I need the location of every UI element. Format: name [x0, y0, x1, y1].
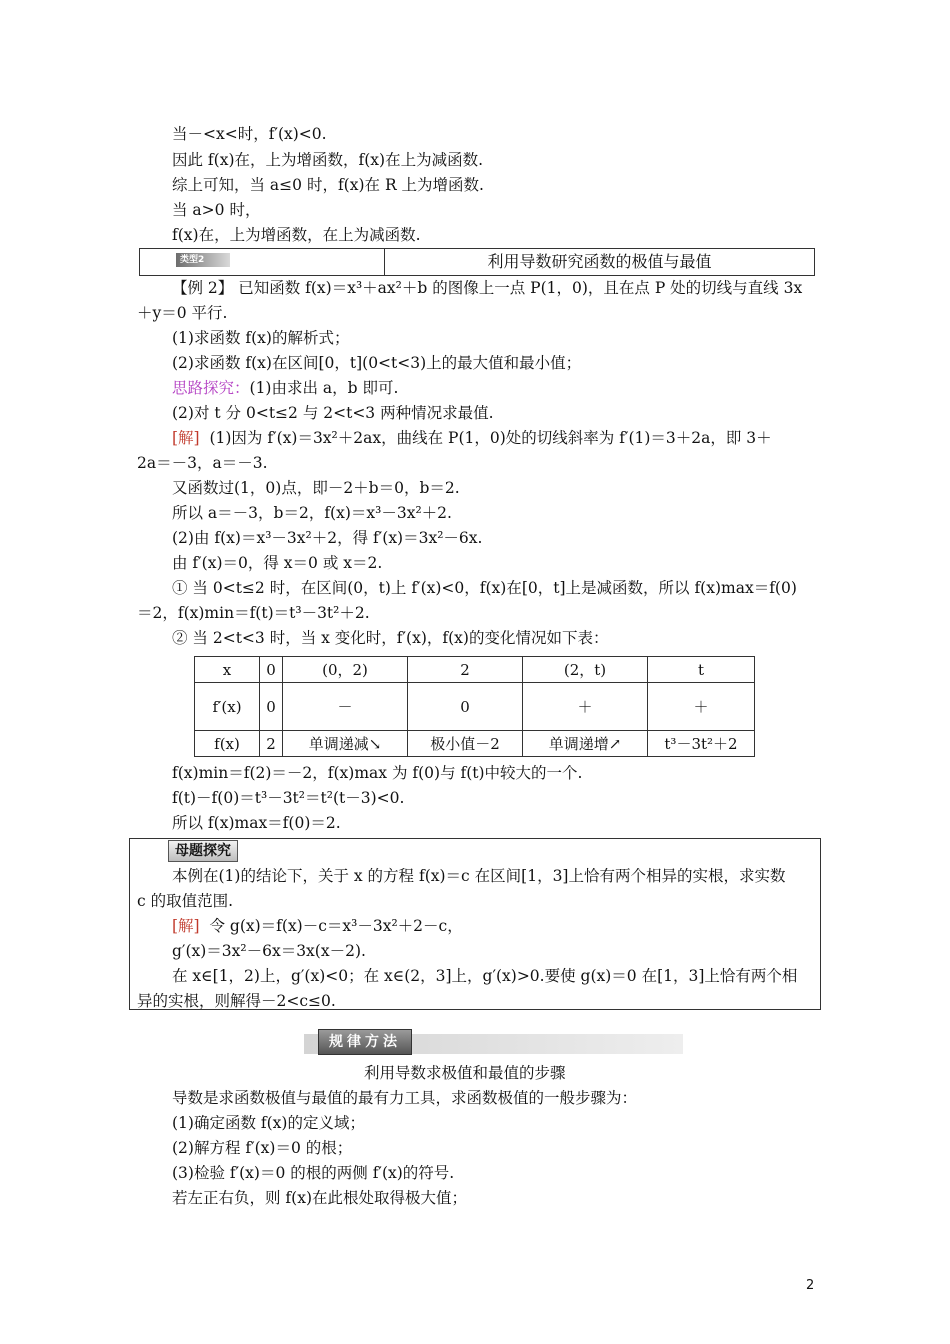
- question-1: (1)求函数 f(x)的解析式；: [172, 329, 350, 347]
- hint-line: [172, 378, 398, 398]
- table-cell: 0: [260, 683, 283, 731]
- conclusion-line: f(t)－f(0)＝t³－3t²＝t²(t－3)<0.: [172, 789, 405, 807]
- table-row: [195, 731, 755, 757]
- rule-title: 利用导数求极值和最值的步骤: [364, 1064, 566, 1082]
- table-cell: 0: [408, 683, 523, 731]
- table-cell: 极小值－2: [408, 731, 523, 757]
- rule-line: (3)检验 f′(x)＝0 的根的两侧 f′(x)的符号.: [172, 1164, 455, 1182]
- solution-line: [172, 428, 772, 448]
- section-type-bar: [139, 248, 815, 276]
- page-number: 2: [806, 1278, 815, 1293]
- rule-line: (2)解方程 f′(x)＝0 的根；: [172, 1139, 353, 1157]
- table-cell: t³－3t²＋2: [648, 731, 755, 757]
- table-cell: (2，t): [523, 657, 648, 683]
- rule-tag: 规律方法: [318, 1029, 412, 1055]
- example-line: ＋y＝0 平行.: [137, 304, 228, 322]
- text-line: f(x)在，上为增函数，在上为减函数.: [172, 226, 421, 244]
- rule-line: 导数是求函数极值与最值的最有力工具，求函数极值的一般步骤为：: [172, 1089, 638, 1107]
- table-cell: 2: [260, 731, 283, 757]
- type-tag: 类型2: [176, 253, 230, 267]
- question-2: (2)求函数 f(x)在区间[0，t](0<t<3)上的最大值和最小值；: [172, 354, 582, 372]
- explore-text: 令 g(x)＝f(x)－c＝x³－3x²＋2－c，: [209, 917, 463, 935]
- table-cell: f(x): [195, 731, 260, 757]
- table-cell: 单调递减↘: [283, 731, 408, 757]
- table-cell: x: [195, 657, 260, 683]
- example-line: 【例 2】 已知函数 f(x)＝x³＋ax²＋b 的图像上一点 P(1，0)，且在点 P 处的切线与直线 3x: [172, 279, 803, 297]
- explore-tag: 母题探究: [168, 840, 238, 862]
- explore-line: g′(x)＝3x²－6x＝3x(x－2).: [172, 942, 366, 960]
- rule-line: 若左正右负，则 f(x)在此根处取得极大值；: [172, 1189, 468, 1207]
- solution-label: [解]: [172, 429, 200, 447]
- type-tag-cell: [140, 249, 385, 275]
- solution-line: ② 当 2<t<3 时，当 x 变化时，f′(x)，f(x)的变化情况如下表：: [172, 629, 609, 647]
- hint-label: 思路探究：: [172, 379, 250, 397]
- explore-line: 本例在(1)的结论下，关于 x 的方程 f(x)＝c 在区间[1，3]上恰有两个相异的实根，求实数: [172, 867, 786, 885]
- text-line: 当－<x<时，f′(x)<0.: [172, 125, 327, 143]
- table-cell: f′(x): [195, 683, 260, 731]
- conclusion-line: f(x)min＝f(2)＝－2，f(x)max 为 f(0)与 f(t)中较大的一个.: [172, 764, 583, 782]
- text-line: 因此 f(x)在，上为增函数，f(x)在上为减函数.: [172, 151, 484, 169]
- section-title: 利用导数研究函数的极值与最值: [487, 252, 712, 271]
- solution-text: (1)因为 f′(x)＝3x²＋2ax，曲线在 P(1，0)处的切线斜率为 f′(1)＝3＋2a，即 3＋: [209, 429, 772, 447]
- table-row: [195, 657, 755, 683]
- hint-text: (1)由求出 a，b 即可.: [249, 379, 399, 397]
- table-cell: (0，2): [283, 657, 408, 683]
- table-cell: t: [648, 657, 755, 683]
- table-cell: 2: [408, 657, 523, 683]
- table-row: [195, 683, 755, 731]
- table-cell: ＋: [648, 683, 755, 731]
- explore-line: [172, 916, 463, 936]
- text-line: 综上可知，当 a≤0 时，f(x)在 R 上为增函数.: [172, 176, 484, 194]
- solution-line: (2)由 f(x)＝x³－3x²＋2，得 f′(x)＝3x²－6x.: [172, 529, 483, 547]
- explore-line: 异的实根，则解得－2<c≤0.: [137, 992, 336, 1010]
- conclusion-line: 所以 f(x)max＝f(0)＝2.: [172, 814, 341, 832]
- solution-line: 2a＝－3，a＝－3.: [137, 454, 268, 472]
- solution-line: 由 f′(x)＝0，得 x＝0 或 x＝2.: [172, 554, 383, 572]
- explore-line: 在 x∈[1，2)上，g′(x)<0；在 x∈(2，3]上，g′(x)>0.要使 g(x)＝0 在[1，3]上恰有两个相: [172, 967, 798, 985]
- solution-line: ① 当 0<t≤2 时，在区间(0，t)上 f′(x)<0，f(x)在[0，t]上是减函数，所以 f(x)max＝f(0): [172, 579, 797, 597]
- table-cell: 0: [260, 657, 283, 683]
- table-cell: 单调递增↗: [523, 731, 648, 757]
- solution-line: ＝2，f(x)min＝f(t)＝t³－3t²＋2.: [137, 604, 370, 622]
- explore-solution-label: [解]: [172, 917, 200, 935]
- table-cell: ＋: [523, 683, 648, 731]
- variation-table: [194, 656, 755, 757]
- solution-line: 所以 a＝－3，b＝2，f(x)＝x³－3x²＋2.: [172, 504, 452, 522]
- hint-line-2: (2)对 t 分 0<t≤2 与 2<t<3 两种情况求最值.: [172, 404, 494, 422]
- explore-line: c 的取值范围.: [137, 892, 234, 910]
- text-line: 当 a>0 时，: [172, 201, 261, 219]
- table-cell: －: [283, 683, 408, 731]
- solution-line: 又函数过(1，0)点，即－2＋b＝0，b＝2.: [172, 479, 460, 497]
- rule-line: (1)确定函数 f(x)的定义域；: [172, 1114, 365, 1132]
